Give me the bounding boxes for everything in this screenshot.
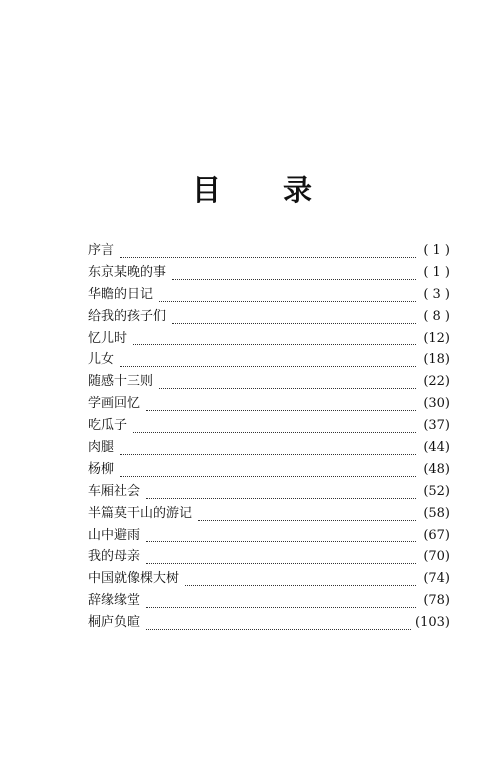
toc-leader-dots	[198, 520, 416, 521]
toc-entry	[88, 306, 450, 328]
toc-entry-page: (18)	[423, 352, 450, 368]
toc-entry-title: 给我的孩子们	[88, 308, 167, 324]
toc-entry-title: 吃瓜子	[88, 418, 128, 434]
toc-entry	[88, 262, 450, 284]
toc-entry-title: 车厢社会	[88, 483, 141, 499]
toc-entry	[88, 240, 450, 262]
toc-entry-page: (78)	[423, 593, 450, 609]
toc-entry	[88, 503, 450, 525]
toc-entry-title: 桐庐负暄	[88, 615, 141, 631]
toc-leader-dots	[120, 454, 416, 455]
toc-entry-title: 东京某晚的事	[88, 264, 167, 280]
toc-leader-dots	[185, 585, 416, 586]
toc-entry-title: 山中避雨	[88, 527, 141, 543]
toc-leader-dots	[159, 301, 416, 302]
toc-entry-page: ( 1 )	[423, 243, 450, 258]
toc-entry	[88, 568, 450, 590]
toc-leader-dots	[146, 563, 416, 564]
toc-entry-page: (22)	[423, 374, 450, 390]
toc-entry	[88, 284, 450, 306]
toc-entry-title: 杨柳	[88, 461, 115, 477]
toc-entry	[88, 393, 450, 415]
toc-leader-dots	[146, 607, 416, 608]
page-title: 目 录	[191, 173, 339, 207]
toc-entry	[88, 328, 450, 350]
toc-entry-title: 儿女	[88, 352, 115, 368]
toc-entry-page: ( 8 )	[423, 308, 450, 324]
toc-entry-page: (58)	[423, 505, 450, 521]
toc-entry-page: (52)	[423, 483, 450, 499]
toc-leader-dots	[133, 432, 416, 433]
toc-leader-dots	[120, 476, 416, 477]
toc-leader-dots	[172, 323, 416, 324]
toc-leader-dots	[120, 366, 416, 367]
toc-entry-title: 中国就像棵大树	[88, 571, 180, 587]
toc-entry-page: ( 3 )	[423, 286, 450, 302]
toc-entry-page: (74)	[423, 571, 450, 587]
toc-entry	[88, 371, 450, 393]
toc-entry-page: ( 1 )	[423, 264, 450, 280]
toc-entry-page: (44)	[423, 440, 450, 456]
toc-entry	[88, 459, 450, 481]
toc-entry-page: (12)	[423, 330, 450, 346]
toc-leader-dots	[159, 388, 416, 389]
toc-entry-title: 忆儿时	[88, 330, 128, 346]
toc-leader-dots	[120, 257, 416, 258]
toc-entry-page: (67)	[423, 527, 450, 543]
toc-entry-page: (103)	[415, 615, 450, 631]
toc-entry-title: 华瞻的日记	[88, 286, 154, 302]
toc-entry-title: 半篇莫干山的游记	[88, 505, 193, 521]
toc-entry-title: 肉腿	[88, 440, 115, 456]
table-of-contents	[88, 240, 450, 634]
toc-entry	[88, 590, 450, 612]
toc-entry	[88, 415, 450, 437]
toc-leader-dots	[146, 498, 416, 499]
toc-entry	[88, 525, 450, 547]
toc-leader-dots	[146, 541, 416, 542]
toc-entry-title: 学画回忆	[88, 396, 141, 412]
toc-entry	[88, 437, 450, 459]
toc-entry-title: 辞缘缘堂	[88, 593, 141, 609]
toc-entry-page: (70)	[423, 549, 450, 565]
toc-entry	[88, 612, 450, 634]
toc-leader-dots	[146, 410, 416, 411]
toc-entry	[88, 481, 450, 503]
toc-entry-page: (30)	[423, 396, 450, 412]
toc-leader-dots	[133, 344, 416, 345]
toc-entry-page: (48)	[423, 461, 450, 477]
toc-entry-title: 我的母亲	[88, 549, 141, 565]
toc-leader-dots	[146, 629, 411, 630]
toc-entry	[88, 546, 450, 568]
toc-entry	[88, 349, 450, 371]
toc-entry-page: (37)	[423, 418, 450, 434]
toc-leader-dots	[172, 279, 416, 280]
toc-entry-title: 随感十三则	[88, 374, 154, 390]
toc-entry-title: 序言	[88, 243, 115, 258]
